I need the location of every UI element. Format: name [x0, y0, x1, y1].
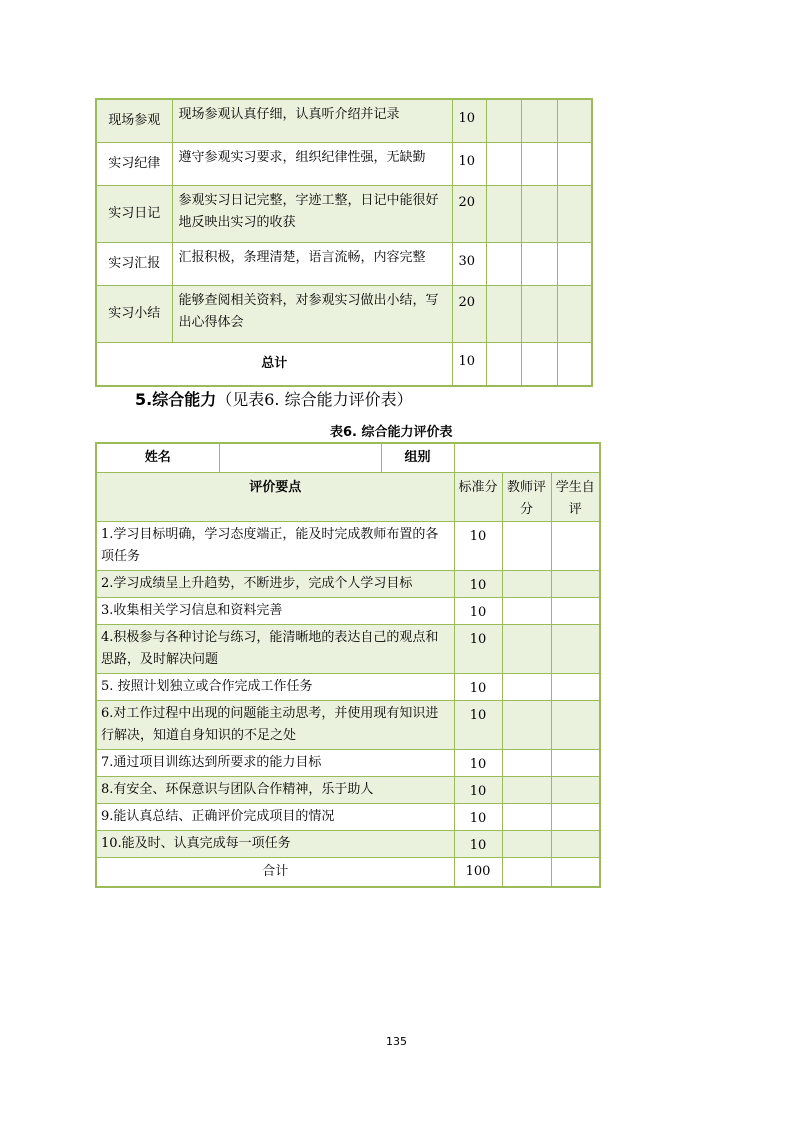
practice-evaluation-table — [95, 98, 593, 387]
empty-cell — [502, 858, 551, 888]
empty-cell — [502, 522, 551, 571]
criteria-cell: 6.对工作过程中出现的问题能主动思考，并使用现有知识进行解决，知道自身知识的不足之处 — [96, 701, 454, 750]
student-header: 学生自评 — [551, 473, 600, 522]
empty-cell — [551, 858, 600, 888]
table-row — [96, 598, 600, 625]
criteria-cell: 参观实习日记完整，字迹工整，日记中能很好地反映出实习的收获 — [172, 186, 452, 243]
score-cell: 10 — [454, 625, 502, 674]
empty-cell — [502, 674, 551, 701]
item-header: 评价要点 — [96, 473, 454, 522]
table-row — [96, 186, 592, 243]
table-caption: 表6. 综合能力评价表 — [330, 425, 453, 440]
empty-cell — [557, 186, 592, 243]
table-row — [96, 571, 600, 598]
table-row — [96, 804, 600, 831]
empty-cell — [521, 99, 557, 143]
empty-cell — [551, 522, 600, 571]
category-cell: 实习汇报 — [96, 243, 172, 286]
criteria-cell: 5. 按照计划独立或合作完成工作任务 — [96, 674, 454, 701]
empty-cell — [551, 804, 600, 831]
empty-cell — [521, 143, 557, 186]
category-cell: 现场参观 — [96, 99, 172, 143]
score-cell: 10 — [454, 831, 502, 858]
empty-cell — [551, 831, 600, 858]
criteria-cell: 遵守参观实习要求，组织纪律性强，无缺勤 — [172, 143, 452, 186]
empty-cell — [557, 99, 592, 143]
score-cell: 10 — [454, 804, 502, 831]
empty-cell — [486, 99, 521, 143]
total-score: 100 — [454, 858, 502, 888]
empty-cell — [557, 343, 592, 387]
criteria-cell: 1.学习目标明确，学习态度端正，能及时完成教师布置的各项任务 — [96, 522, 454, 571]
criteria-cell: 现场参观认真仔细，认真听介绍并记录 — [172, 99, 452, 143]
score-cell: 10 — [454, 598, 502, 625]
empty-cell — [502, 804, 551, 831]
table-row — [96, 286, 592, 343]
category-cell: 实习小结 — [96, 286, 172, 343]
table-row — [96, 674, 600, 701]
table-row — [96, 99, 592, 143]
score-cell: 10 — [454, 701, 502, 750]
page-number: 135 — [386, 1035, 407, 1048]
criteria-cell: 能够查阅相关资料，对参观实习做出小结，写出心得体会 — [172, 286, 452, 343]
name-group-row — [96, 443, 600, 473]
empty-cell — [551, 598, 600, 625]
teacher-header: 教师评分 — [502, 473, 551, 522]
empty-cell — [486, 243, 521, 286]
category-cell: 实习纪律 — [96, 143, 172, 186]
section-heading — [135, 388, 413, 412]
criteria-cell: 9.能认真总结、正确评价完成项目的情况 — [96, 804, 454, 831]
empty-cell — [502, 831, 551, 858]
empty-cell — [521, 343, 557, 387]
total-row — [96, 858, 600, 888]
empty-cell — [486, 186, 521, 243]
criteria-cell: 4.积极参与各种讨论与练习，能清晰地的表达自己的观点和思路，及时解决问题 — [96, 625, 454, 674]
empty-cell — [551, 750, 600, 777]
group-label: 组别 — [381, 443, 454, 473]
score-cell: 10 — [452, 99, 486, 143]
table-row — [96, 701, 600, 750]
group-field — [454, 443, 600, 473]
empty-cell — [486, 143, 521, 186]
score-cell: 10 — [454, 571, 502, 598]
table-row — [96, 831, 600, 858]
criteria-cell: 10.能及时、认真完成每一项任务 — [96, 831, 454, 858]
section-note: （见表6. 综合能力评价表） — [216, 390, 413, 409]
empty-cell — [521, 286, 557, 343]
header-row — [96, 473, 600, 522]
category-cell: 实习日记 — [96, 186, 172, 243]
empty-cell — [521, 186, 557, 243]
standard-header: 标准分 — [454, 473, 502, 522]
empty-cell — [502, 701, 551, 750]
table-row — [96, 243, 592, 286]
ability-evaluation-table — [95, 442, 601, 888]
empty-cell — [551, 777, 600, 804]
criteria-cell: 2.学习成绩呈上升趋势，不断进步，完成个人学习目标 — [96, 571, 454, 598]
empty-cell — [502, 777, 551, 804]
section-title: 综合能力 — [152, 390, 217, 409]
total-score: 10 — [452, 343, 486, 387]
score-cell: 10 — [454, 750, 502, 777]
empty-cell — [551, 625, 600, 674]
empty-cell — [557, 143, 592, 186]
criteria-cell: 3.收集相关学习信息和资料完善 — [96, 598, 454, 625]
section-number: 5. — [135, 390, 153, 409]
empty-cell — [557, 243, 592, 286]
empty-cell — [502, 750, 551, 777]
name-label: 姓名 — [96, 443, 219, 473]
empty-cell — [486, 343, 521, 387]
table-row — [96, 522, 600, 571]
criteria-cell: 7.通过项目训练达到所要求的能力目标 — [96, 750, 454, 777]
table-row — [96, 777, 600, 804]
score-cell: 10 — [454, 522, 502, 571]
score-cell: 30 — [452, 243, 486, 286]
empty-cell — [551, 701, 600, 750]
empty-cell — [551, 571, 600, 598]
empty-cell — [502, 571, 551, 598]
total-row — [96, 343, 592, 387]
table-row — [96, 625, 600, 674]
score-cell: 20 — [452, 186, 486, 243]
total-label: 合计 — [96, 858, 454, 888]
table-row — [96, 750, 600, 777]
empty-cell — [486, 286, 521, 343]
empty-cell — [502, 625, 551, 674]
score-cell: 10 — [452, 143, 486, 186]
name-field — [219, 443, 381, 473]
score-cell: 10 — [454, 777, 502, 804]
empty-cell — [502, 598, 551, 625]
empty-cell — [557, 286, 592, 343]
empty-cell — [521, 243, 557, 286]
criteria-cell: 8.有安全、环保意识与团队合作精神，乐于助人 — [96, 777, 454, 804]
table-row — [96, 143, 592, 186]
score-cell: 10 — [454, 674, 502, 701]
total-label: 总计 — [96, 343, 452, 387]
empty-cell — [551, 674, 600, 701]
criteria-cell: 汇报积极，条理清楚，语言流畅，内容完整 — [172, 243, 452, 286]
score-cell: 20 — [452, 286, 486, 343]
